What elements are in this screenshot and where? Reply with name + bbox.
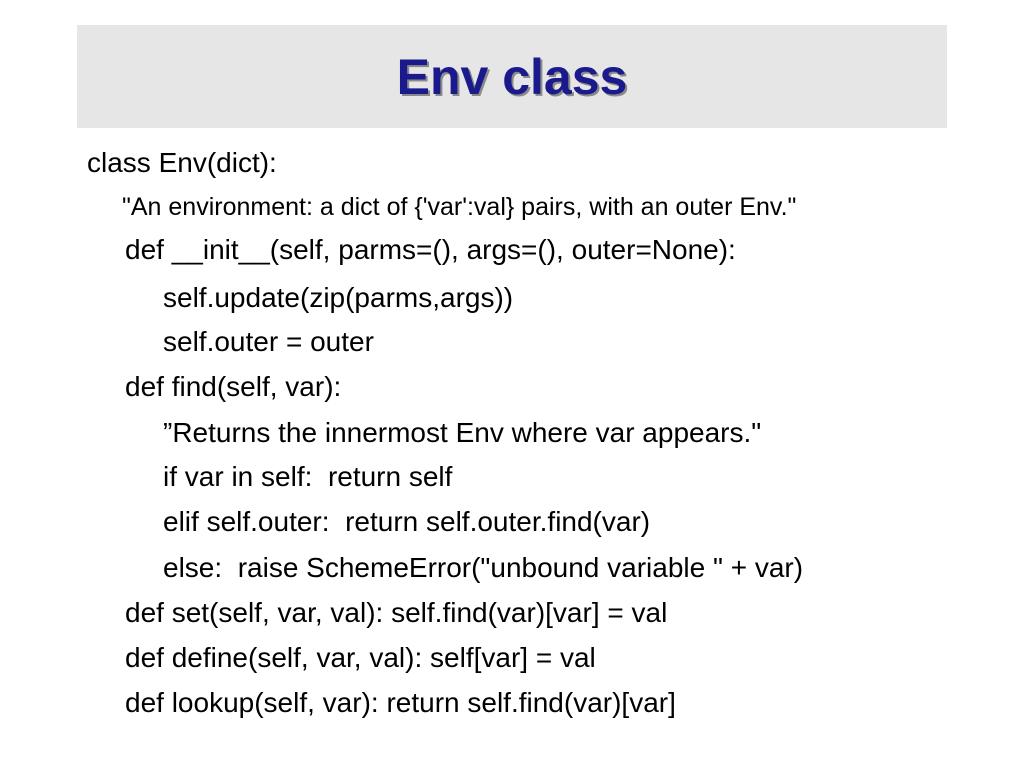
code-line-class-def: class Env(dict):	[87, 147, 277, 178]
slide-title: Env class	[396, 48, 628, 105]
code-line-init-outer: self.outer = outer	[163, 326, 374, 357]
code-line-find-docstring: ”Returns the innermost Env where var appears."	[163, 417, 762, 448]
code-line-class-docstring: "An environment: a dict of {'var':val} pairs, with an outer Env."	[122, 193, 797, 221]
code-line-find-def: def find(self, var):	[125, 371, 342, 402]
code-line-init-update: self.update(zip(parms,args))	[163, 282, 514, 313]
code-line-lookup-def: def lookup(self, var): return self.find(var)[var]	[125, 687, 676, 718]
code-line-init-def: def __init__(self, parms=(), args=(), outer=None):	[125, 234, 736, 265]
code-line-find-elif: elif self.outer: return self.outer.find(var)	[163, 506, 651, 537]
code-line-define-def: def define(self, var, val): self[var] = val	[125, 642, 596, 673]
code-line-set-def: def set(self, var, val): self.find(var)[var] = val	[125, 597, 668, 628]
code-line-find-else: else: raise SchemeError("unbound variable " + var)	[163, 552, 804, 583]
code-line-find-if: if var in self: return self	[163, 461, 453, 492]
